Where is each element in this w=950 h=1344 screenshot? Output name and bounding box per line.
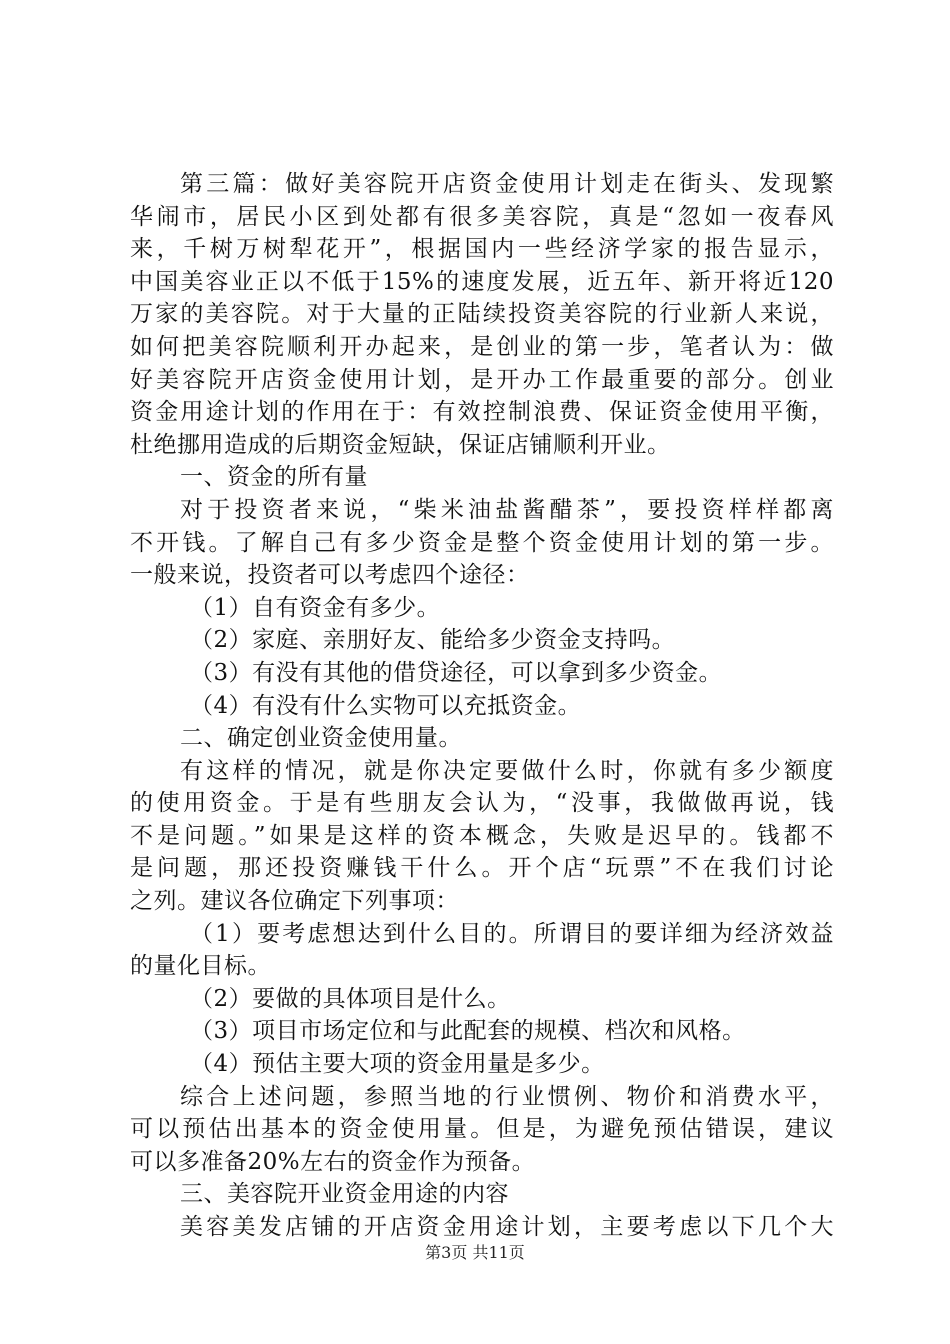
paragraph-line: 有这样的情况，就是你决定要做什么时，你就有多少额度 <box>180 757 834 784</box>
paragraph-line: 不是问题。”如果是这样的资本概念，失败是迟早的。钱都不 <box>130 822 834 849</box>
paragraph-line: 第三篇：做好美容院开店资金使用计划走在街头、发现繁 <box>180 171 834 197</box>
paragraph-line: 资金用途计划的作用在于：有效控制浪费、保证资金使用平衡， <box>130 399 834 426</box>
paragraph-line: 对于投资者来说，“柴米油盐酱醋茶”，要投资样样都离 <box>180 496 834 523</box>
paragraph-line: 的使用资金。于是有些朋友会认为，“没事，我做做再说，钱 <box>130 790 834 817</box>
paragraph-line: 之列。建议各位确定下列事项： <box>130 888 459 915</box>
section-heading: 三、美容院开业资金用途的内容 <box>180 1181 509 1208</box>
paragraph-line: 综合上述问题，参照当地的行业惯例、物价和消费水平， <box>180 1083 834 1110</box>
paragraph-line: 不开钱。了解自己有多少资金是整个资金使用计划的第一步。 <box>130 529 834 556</box>
paragraph-line: 可以多准备20%左右的资金作为预备。 <box>130 1148 536 1175</box>
section-heading: 二、确定创业资金使用量。 <box>180 725 462 752</box>
paragraph-line: 一般来说，投资者可以考虑四个途径： <box>130 562 530 589</box>
list-item: （2）家庭、亲朋好友、能给多少资金支持吗。 <box>190 627 676 654</box>
list-item: （4）预估主要大项的资金用量是多少。 <box>190 1051 605 1078</box>
list-item: （4）有没有什么实物可以充抵资金。 <box>190 692 582 719</box>
list-item: （2）要做的具体项目是什么。 <box>190 985 511 1012</box>
paragraph-line: 中国美容业正以不低于15%的速度发展，近五年、新开将近120 <box>130 268 834 295</box>
paragraph-line: 好美容院开店资金使用计划，是开办工作最重要的部分。创业 <box>130 366 834 393</box>
list-item: （3）有没有其他的借贷途径，可以拿到多少资金。 <box>190 659 723 686</box>
page-footer: 第3页 共11页 <box>425 1243 525 1262</box>
paragraph-line: 是问题，那还投资赚钱干什么。开个店“玩票”不在我们讨论 <box>130 855 834 882</box>
list-item: （3）项目市场定位和与此配套的规模、档次和风格。 <box>190 1018 746 1045</box>
paragraph-line: 来，千树万树犁花开”，根据国内一些经济学家的报告显示， <box>130 236 834 263</box>
paragraph-line: 如何把美容院顺利开办起来，是创业的第一步，笔者认为：做 <box>130 333 834 360</box>
paragraph-line: 美容美发店铺的开店资金用途计划，主要考虑以下几个大 <box>180 1214 834 1240</box>
body-text <box>130 168 834 1244</box>
list-item: （1）自有资金有多少。 <box>190 594 441 621</box>
list-item-continuation: 的量化目标。 <box>130 953 271 980</box>
paragraph-line: 可以预估出基本的资金使用量。但是，为避免预估错误，建议 <box>130 1116 834 1143</box>
section-heading: 一、资金的所有量 <box>180 464 368 491</box>
paragraph-line: 杜绝挪用造成的后期资金短缺，保证店铺顺利开业。 <box>130 431 671 458</box>
paragraph-line: 华闹市，居民小区到处都有很多美容院，真是“忽如一夜春风 <box>130 203 834 230</box>
list-item: （1）要考虑想达到什么目的。所谓目的要详细为经济效益 <box>190 920 834 947</box>
paragraph-line: 万家的美容院。对于大量的正陆续投资美容院的行业新人来说， <box>130 301 834 328</box>
